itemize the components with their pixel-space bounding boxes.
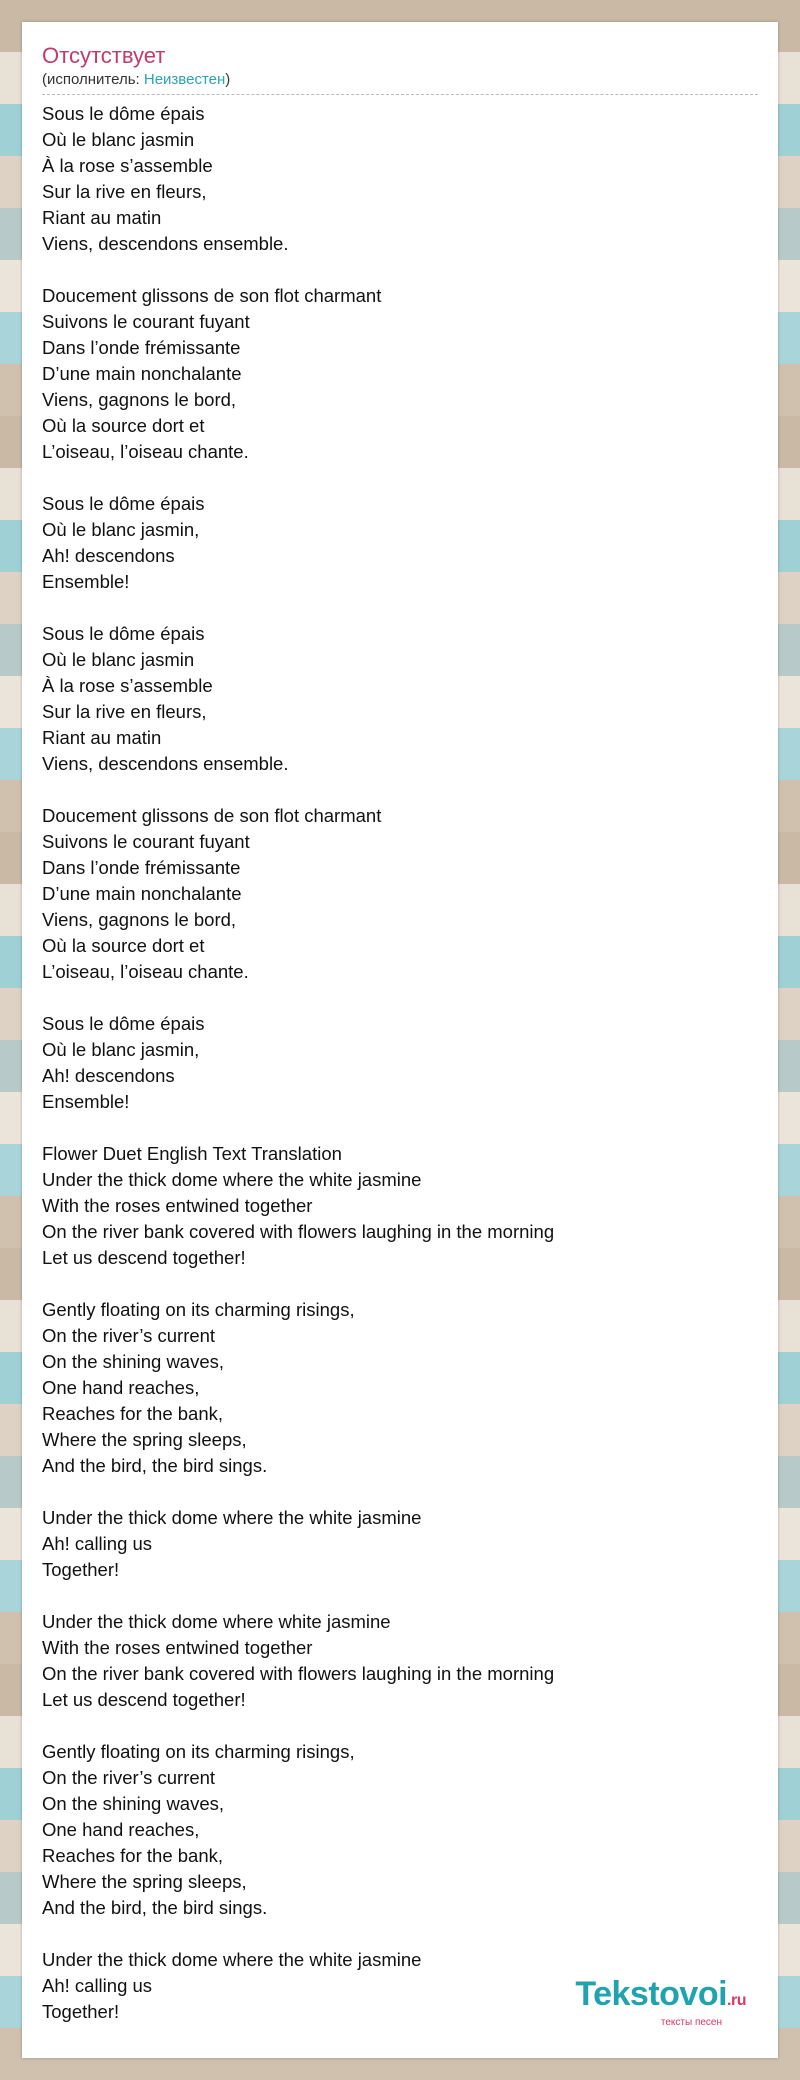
lyric-line: Ah! descendons: [42, 1065, 175, 1086]
lyric-line: Riant au matin: [42, 207, 162, 228]
lyric-blank-line: [42, 465, 758, 491]
site-logo[interactable]: [575, 1977, 746, 2028]
lyric-blank-line: [42, 1583, 758, 1609]
lyric-line: Ah! calling us: [42, 1533, 153, 1554]
logo-tagline: тексты песен: [660, 2017, 722, 2028]
lyric-line: And the bird, the bird sings.: [42, 1455, 268, 1476]
lyric-line: Sous le dôme épais: [42, 493, 205, 514]
lyric-blank-line: [42, 595, 758, 621]
logo-wordmark: Tekstovoi: [575, 1975, 728, 2013]
lyric-line: Reaches for the bank,: [42, 1845, 223, 1866]
lyric-blank-line: [42, 985, 758, 1011]
lyric-line: Doucement glissons de son flot charmant: [42, 285, 382, 306]
lyric-line: Where the spring sleeps,: [42, 1871, 247, 1892]
lyric-line: Où le blanc jasmin,: [42, 519, 200, 540]
lyric-line: Under the thick dome where the white jasmine: [42, 1949, 422, 1970]
lyric-line: Ensemble!: [42, 1091, 130, 1112]
lyric-line: Together!: [42, 1559, 120, 1580]
artist-link[interactable]: Неизвестен: [143, 71, 226, 88]
lyric-line: Reaches for the bank,: [42, 1403, 223, 1424]
lyric-line: On the river’s current: [42, 1767, 216, 1788]
lyric-blank-line: [42, 1115, 758, 1141]
lyric-line: With the roses entwined together: [42, 1637, 313, 1658]
lyric-line: And the bird, the bird sings.: [42, 1897, 268, 1918]
lyric-line: Sous le dôme épais: [42, 103, 205, 124]
lyrics-text: [42, 101, 758, 2025]
lyric-line: Où le blanc jasmin,: [42, 1039, 200, 1060]
lyric-line: Under the thick dome where the white jasmine: [42, 1507, 422, 1528]
lyric-line: Dans l’onde frémissante: [42, 337, 241, 358]
lyric-line: Riant au matin: [42, 727, 162, 748]
lyric-line: Viens, descendons ensemble.: [42, 233, 289, 254]
lyric-line: Let us descend together!: [42, 1689, 246, 1710]
lyric-line: Flower Duet English Text Translation: [42, 1143, 342, 1164]
lyric-line: Où la source dort et: [42, 415, 205, 436]
lyric-line: On the shining waves,: [42, 1793, 225, 1814]
logo-domain-suffix: .ru: [727, 1992, 746, 2009]
artist-line: [42, 70, 758, 95]
lyric-line: D’une main nonchalante: [42, 883, 242, 904]
lyric-line: L’oiseau, l’oiseau chante.: [42, 441, 249, 462]
song-title: Отсутствует: [42, 43, 166, 68]
lyric-line: On the river’s current: [42, 1325, 216, 1346]
lyric-line: Together!: [42, 2001, 120, 2022]
lyric-line: Viens, gagnons le bord,: [42, 909, 237, 930]
lyric-line: Où la source dort et: [42, 935, 205, 956]
lyric-line: Ah! calling us: [42, 1975, 153, 1996]
lyric-line: With the roses entwined together: [42, 1195, 313, 1216]
lyric-blank-line: [42, 257, 758, 283]
lyric-line: Doucement glissons de son flot charmant: [42, 805, 382, 826]
lyric-line: On the river bank covered with flowers laughing in the morning: [42, 1663, 555, 1684]
lyric-line: On the river bank covered with flowers laughing in the morning: [42, 1221, 555, 1242]
artist-suffix: ): [225, 71, 231, 88]
lyric-line: Under the thick dome where the white jasmine: [42, 1169, 422, 1190]
lyric-line: On the shining waves,: [42, 1351, 225, 1372]
lyric-line: Viens, descendons ensemble.: [42, 753, 289, 774]
lyric-line: À la rose s’assemble: [42, 675, 213, 696]
lyric-blank-line: [42, 1271, 758, 1297]
artist-prefix: (исполнитель:: [42, 71, 144, 88]
lyric-line: Let us descend together!: [42, 1247, 246, 1268]
lyric-line: Où le blanc jasmin: [42, 129, 195, 150]
lyric-blank-line: [42, 777, 758, 803]
lyric-line: Où le blanc jasmin: [42, 649, 195, 670]
lyric-line: Ensemble!: [42, 571, 130, 592]
lyric-blank-line: [42, 1713, 758, 1739]
lyric-line: Gently floating on its charming risings,: [42, 1741, 355, 1762]
lyric-line: Sous le dôme épais: [42, 1013, 205, 1034]
lyric-line: Under the thick dome where white jasmine: [42, 1611, 391, 1632]
lyric-line: Suivons le courant fuyant: [42, 831, 250, 852]
lyric-blank-line: [42, 1479, 758, 1505]
lyric-line: Sur la rive en fleurs,: [42, 701, 207, 722]
lyric-line: Sur la rive en fleurs,: [42, 181, 207, 202]
lyric-line: Where the spring sleeps,: [42, 1429, 247, 1450]
lyric-line: Viens, gagnons le bord,: [42, 389, 237, 410]
lyric-line: Dans l’onde frémissante: [42, 857, 241, 878]
lyrics-card: [22, 22, 778, 2058]
lyric-line: D’une main nonchalante: [42, 363, 242, 384]
lyric-line: Sous le dôme épais: [42, 623, 205, 644]
lyric-line: L’oiseau, l’oiseau chante.: [42, 961, 249, 982]
lyric-line: One hand reaches,: [42, 1819, 200, 1840]
lyric-line: One hand reaches,: [42, 1377, 200, 1398]
lyric-line: À la rose s’assemble: [42, 155, 213, 176]
lyric-blank-line: [42, 1921, 758, 1947]
lyric-line: Gently floating on its charming risings,: [42, 1299, 355, 1320]
lyric-line: Suivons le courant fuyant: [42, 311, 250, 332]
lyric-line: Ah! descendons: [42, 545, 175, 566]
